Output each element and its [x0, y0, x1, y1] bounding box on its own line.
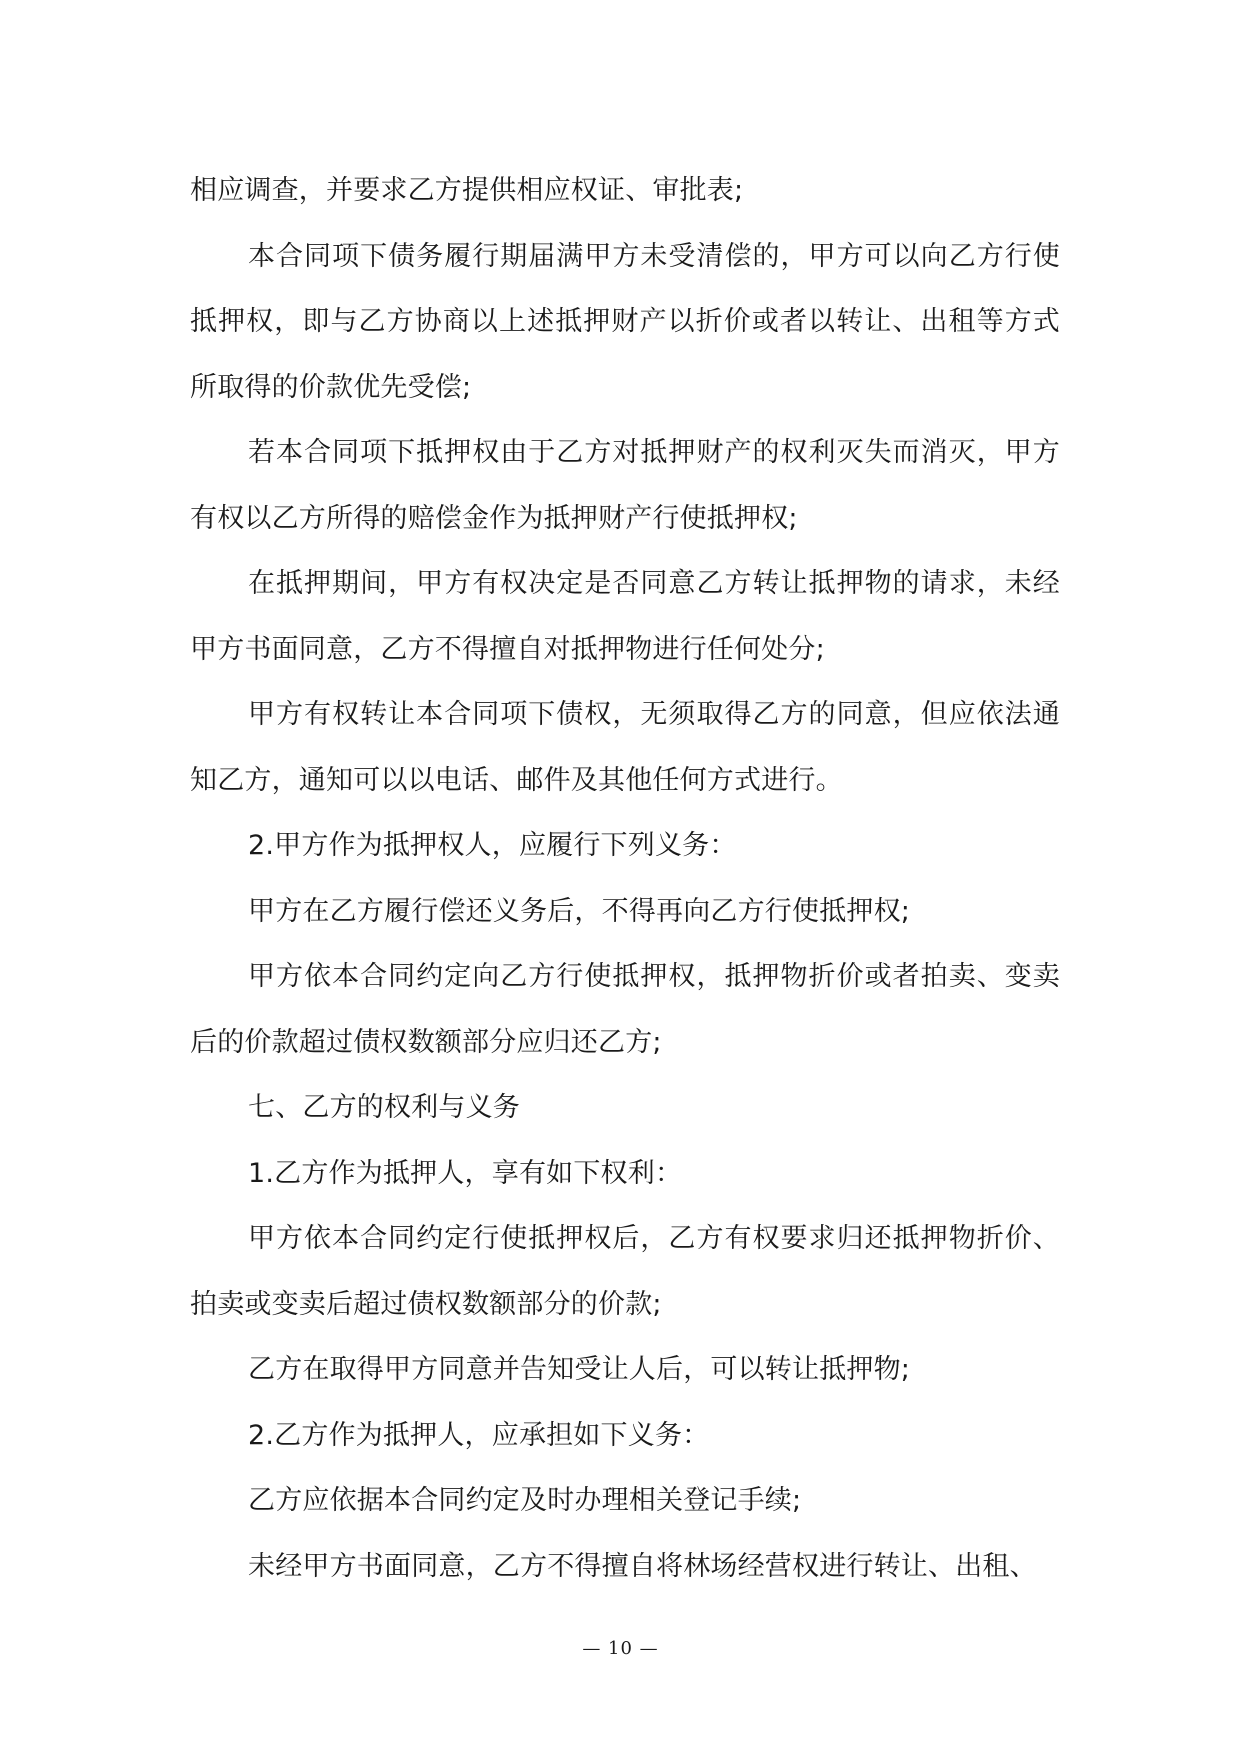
- paragraph: 相应调查，并要求乙方提供相应权证、审批表;: [190, 175, 744, 206]
- paragraph: 乙方在取得甲方同意并告知受让人后，可以转让抵押物;: [248, 1354, 911, 1385]
- paragraph: 本合同项下债务履行期届满甲方未受清偿的，甲方可以向乙方行使抵押权，即与乙方协商以上述抵押财产以折价或者以转让、出租等方式所取得的价款优先受偿;: [190, 240, 1060, 403]
- paragraph: 乙方应依据本合同约定及时办理相关登记手续;: [248, 1485, 802, 1516]
- section-heading: 七、乙方的权利与义务: [248, 1092, 520, 1123]
- clause-heading: 2.乙方作为抵押人，应承担如下义务：: [248, 1419, 710, 1451]
- paragraph: 甲方在乙方履行偿还义务后，不得再向乙方行使抵押权;: [248, 895, 911, 927]
- clause-heading: 1.乙方作为抵押人，享有如下权利：: [248, 1157, 683, 1189]
- paragraph: 在抵押期间，甲方有权决定是否同意乙方转让抵押物的请求，未经甲方书面同意，乙方不得擅自对抵押物进行任何处分;: [190, 568, 1060, 665]
- document-body: [190, 158, 1060, 1599]
- clause-heading: 2.甲方作为抵押权人，应履行下列义务：: [248, 830, 737, 861]
- page-number: — 10 —: [582, 1638, 659, 1659]
- paragraph: 甲方有权转让本合同项下债权，无须取得乙方的同意，但应依法通知乙方，通知可以以电话、邮件及其他任何方式进行。: [190, 699, 1060, 796]
- paragraph: 未经甲方书面同意，乙方不得擅自将林场经营权进行转让、出租、: [248, 1550, 1037, 1582]
- paragraph: 甲方依本合同约定向乙方行使抵押权，抵押物折价或者拍卖、变卖后的价款超过债权数额部分应归还乙方;: [190, 961, 1060, 1058]
- paragraph: 若本合同项下抵押权由于乙方对抵押财产的权利灭失而消灭，甲方有权以乙方所得的赔偿金作为抵押财产行使抵押权;: [190, 437, 1060, 534]
- paragraph: 甲方依本合同约定行使抵押权后，乙方有权要求归还抵押物折价、拍卖或变卖后超过债权数额部分的价款;: [190, 1223, 1060, 1320]
